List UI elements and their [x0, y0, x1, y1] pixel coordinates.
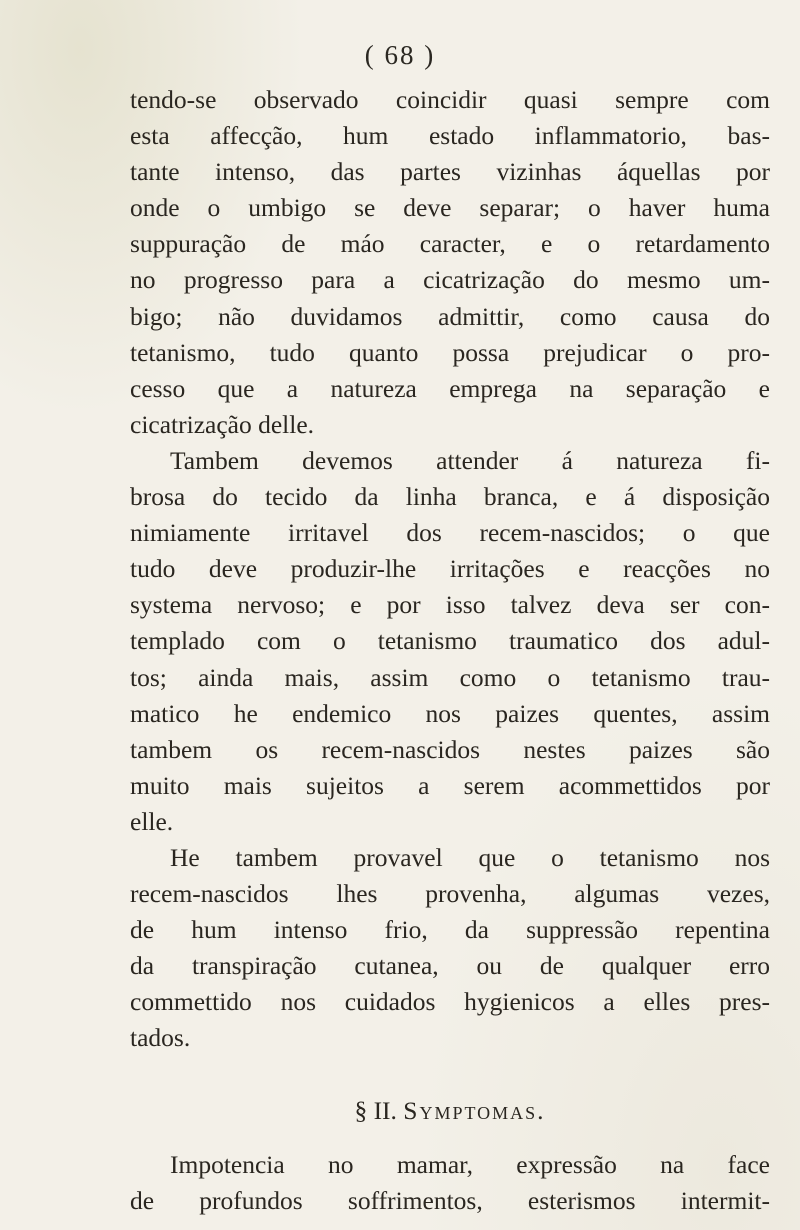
text-line: Tambem devemos attender á natureza fi- [170, 445, 770, 475]
text-line: da transpiração cutanea, ou de qualquer erro [130, 951, 770, 981]
paragraph [130, 840, 770, 1057]
text-line: esta affecção, hum estado inflammatorio, bas- [130, 121, 770, 151]
paragraph [130, 1147, 770, 1219]
text-line: nimiamente irritavel dos recem-nascidos; o que [130, 518, 770, 548]
text-line: de hum intenso frio, da suppressão repentina [130, 915, 770, 945]
text-line: de profundos soffrimentos, esterismos intermit- [130, 1185, 770, 1215]
text-line: tetanismo, tudo quanto possa prejudicar o pro- [130, 337, 770, 367]
page-text [130, 82, 770, 1219]
text-line: recem-nascidos lhes provenha, algumas vezes, [130, 879, 770, 909]
text-line: He tambem provavel que o tetanismo nos [170, 842, 770, 872]
text-line: elle. [130, 806, 174, 836]
text-line: brosa do tecido da linha branca, e á disposição [130, 482, 770, 512]
section-title: Symptomas. [403, 1095, 546, 1125]
page-number-header: ( 68 ) [364, 40, 436, 70]
text-line: cicatrização delle. [130, 409, 315, 439]
text-line: muito mais sujeitos a serem acommettidos por [130, 770, 770, 800]
text-line: tambem os recem-nascidos nestes paizes são [130, 734, 770, 764]
text-line: onde o umbigo se deve separar; o haver huma [130, 193, 770, 223]
text-line: commettido nos cuidados hygienicos a elles pres- [130, 987, 770, 1017]
text-line: tudo deve produzir-lhe irritações e reacções no [130, 554, 770, 584]
text-line: suppuração de máo caracter, e o retardamento [130, 229, 770, 259]
text-line: tendo-se observado coincidir quasi sempre com [130, 85, 770, 114]
paragraph [130, 82, 770, 443]
text-line: systema nervoso; e por isso talvez deva ser con- [130, 590, 770, 620]
paragraph [130, 443, 770, 840]
text-line: tados. [130, 1023, 191, 1053]
text-line: no progresso para a cicatrização do mesmo um- [130, 265, 770, 295]
section-mark: § II. [354, 1095, 397, 1125]
text-line: templado com o tetanismo traumatico dos adul- [130, 626, 770, 656]
text-line: tante intenso, das partes vizinhas áquellas por [130, 157, 770, 187]
section-heading [130, 1093, 770, 1129]
text-line: cesso que a natureza emprega na separação e [130, 373, 770, 403]
text-line: bigo; não duvidamos admittir, como causa do [130, 301, 770, 331]
text-line: matico he endemico nos paizes quentes, assim [130, 698, 770, 728]
text-line: Impotencia no mamar, expressão na face [170, 1149, 770, 1179]
text-line: tos; ainda mais, assim como o tetanismo trau- [130, 662, 770, 692]
